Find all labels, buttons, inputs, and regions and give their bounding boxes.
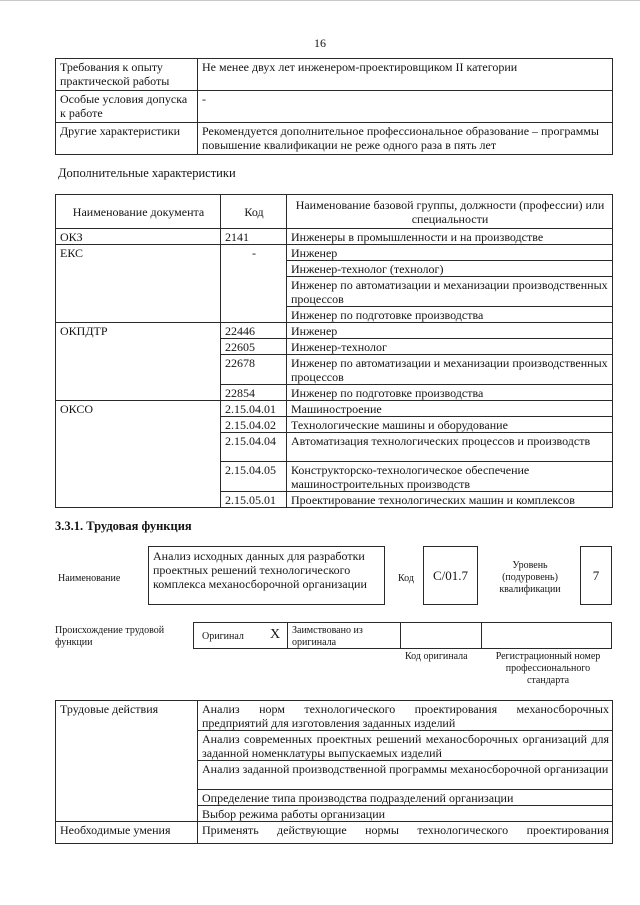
table-row bbox=[56, 323, 613, 339]
occupation-cell: Инженер-технолог (технолог) bbox=[287, 261, 613, 277]
requirement-value: - bbox=[198, 91, 613, 123]
labor-actions-label: Трудовые действия bbox=[56, 701, 198, 822]
requirement-label: Другие характеристики bbox=[56, 123, 198, 155]
code-cell: 2.15.04.02 bbox=[221, 417, 287, 433]
column-header: Наименование базовой группы, должности (профессии) или специальности bbox=[287, 195, 613, 229]
requirements-row bbox=[56, 91, 613, 123]
labor-action: Определение типа производства подразделений организации bbox=[198, 790, 613, 806]
code-cell: 2.15.04.04 bbox=[221, 433, 287, 462]
function-name-box: Анализ исходных данных для разработки проектных решений технологического комплекса механосборочной организации bbox=[148, 546, 385, 605]
occupation-cell: Инженер по подготовке производства bbox=[287, 385, 613, 401]
qualification-level-label: Уровень (подуровень) квалификации bbox=[499, 560, 561, 595]
extra-characteristics-heading: Дополнительные характеристики bbox=[58, 166, 236, 180]
code-label: Код bbox=[398, 573, 414, 584]
code-cell: 22854 bbox=[221, 385, 287, 401]
code-cell: 22446 bbox=[221, 323, 287, 339]
table-row bbox=[56, 245, 613, 261]
occupation-cell: Инженер bbox=[287, 323, 613, 339]
occupation-cell: Конструкторско-технологическое обеспечение машиностроительных производств bbox=[287, 462, 613, 492]
qualification-level-box: 7 bbox=[580, 546, 612, 605]
page-number: 16 bbox=[314, 36, 326, 50]
occupation-cell: Инженеры в промышленности и на производстве bbox=[287, 229, 613, 245]
skills-label: Необходимые умения bbox=[56, 822, 198, 844]
code-cell: 2141 bbox=[221, 229, 287, 245]
requirements-row bbox=[56, 59, 613, 91]
code-cell: 2.15.05.01 bbox=[221, 492, 287, 508]
original-label: Оригинал bbox=[202, 631, 244, 642]
table-header-row bbox=[56, 195, 613, 229]
origin-divider bbox=[287, 623, 288, 648]
table-row bbox=[56, 229, 613, 245]
code-cell: - bbox=[221, 245, 287, 323]
code-cell: 2.15.04.01 bbox=[221, 401, 287, 417]
labor-action: Выбор режима работы организации bbox=[198, 806, 613, 822]
code-cell: 22678 bbox=[221, 355, 287, 385]
column-header: Код bbox=[221, 195, 287, 229]
requirements-table bbox=[55, 58, 613, 155]
table-row bbox=[56, 822, 613, 844]
occupation-cell: Проектирование технологических машин и комплексов bbox=[287, 492, 613, 508]
code-cell: 2.15.04.05 bbox=[221, 462, 287, 492]
labor-actions-table bbox=[55, 700, 613, 844]
skill-item: Применять действующие нормы технологического проектирования bbox=[198, 822, 613, 844]
origin-divider bbox=[400, 623, 401, 648]
labor-function-heading: 3.3.1. Трудовая функция bbox=[55, 519, 192, 533]
requirement-label: Требования к опыту практической работы bbox=[56, 59, 198, 91]
labor-action: Анализ норм технологического проектирования механосборочных предприятий для изготовления заданных изделий bbox=[198, 701, 613, 731]
occupation-cell: Машиностроение bbox=[287, 401, 613, 417]
labor-action: Анализ заданной производственной программы механосборочной организации bbox=[198, 761, 613, 790]
original-mark: Х bbox=[270, 627, 281, 642]
borrowed-label: Заимствовано из оригинала bbox=[292, 625, 363, 648]
requirement-label: Особые условия допуска к работе bbox=[56, 91, 198, 123]
requirement-value: Не менее двух лет инженером-проектировщиком II категории bbox=[198, 59, 613, 91]
occupation-cell: Инженер по автоматизации и механизации производственных процессов bbox=[287, 277, 613, 307]
scan-top-edge bbox=[0, 0, 640, 1]
occupation-cell: Инженер bbox=[287, 245, 613, 261]
requirement-value: Рекомендуется дополнительное профессиональное образование – программы повышение квалификации не реже одного раза в пять лет bbox=[198, 123, 613, 155]
table-row bbox=[56, 401, 613, 417]
occupation-cell: Автоматизация технологических процессов и производств bbox=[287, 433, 613, 462]
document-name: ОКЗ bbox=[56, 229, 221, 245]
table-row bbox=[56, 701, 613, 731]
occupation-cell: Инженер по автоматизации и механизации производственных процессов bbox=[287, 355, 613, 385]
column-header: Наименование документа bbox=[56, 195, 221, 229]
occupation-cell: Инженер-технолог bbox=[287, 339, 613, 355]
occupation-cell: Инженер по подготовке производства bbox=[287, 307, 613, 323]
function-code-box: С/01.7 bbox=[423, 546, 478, 605]
reg-number-label: Регистрационный номер профессионального стандарта bbox=[495, 651, 601, 686]
occupation-cell: Технологические машины и оборудование bbox=[287, 417, 613, 433]
labor-action: Анализ современных проектных решений механосборочных организаций для заданной номенклатуры выпускаемых изделий bbox=[198, 731, 613, 761]
name-label: Наименование bbox=[58, 573, 121, 584]
document-name: ОКСО bbox=[56, 401, 221, 508]
code-original-label: Код оригинала bbox=[405, 651, 468, 662]
origin-box bbox=[193, 622, 612, 649]
document-name: ОКПДТР bbox=[56, 323, 221, 401]
code-cell: 22605 bbox=[221, 339, 287, 355]
requirements-row bbox=[56, 123, 613, 155]
origin-divider bbox=[481, 623, 482, 648]
extra-characteristics-table bbox=[55, 194, 613, 508]
origin-label: Происхождение трудовой функции bbox=[55, 625, 165, 648]
document-name: ЕКС bbox=[56, 245, 221, 323]
